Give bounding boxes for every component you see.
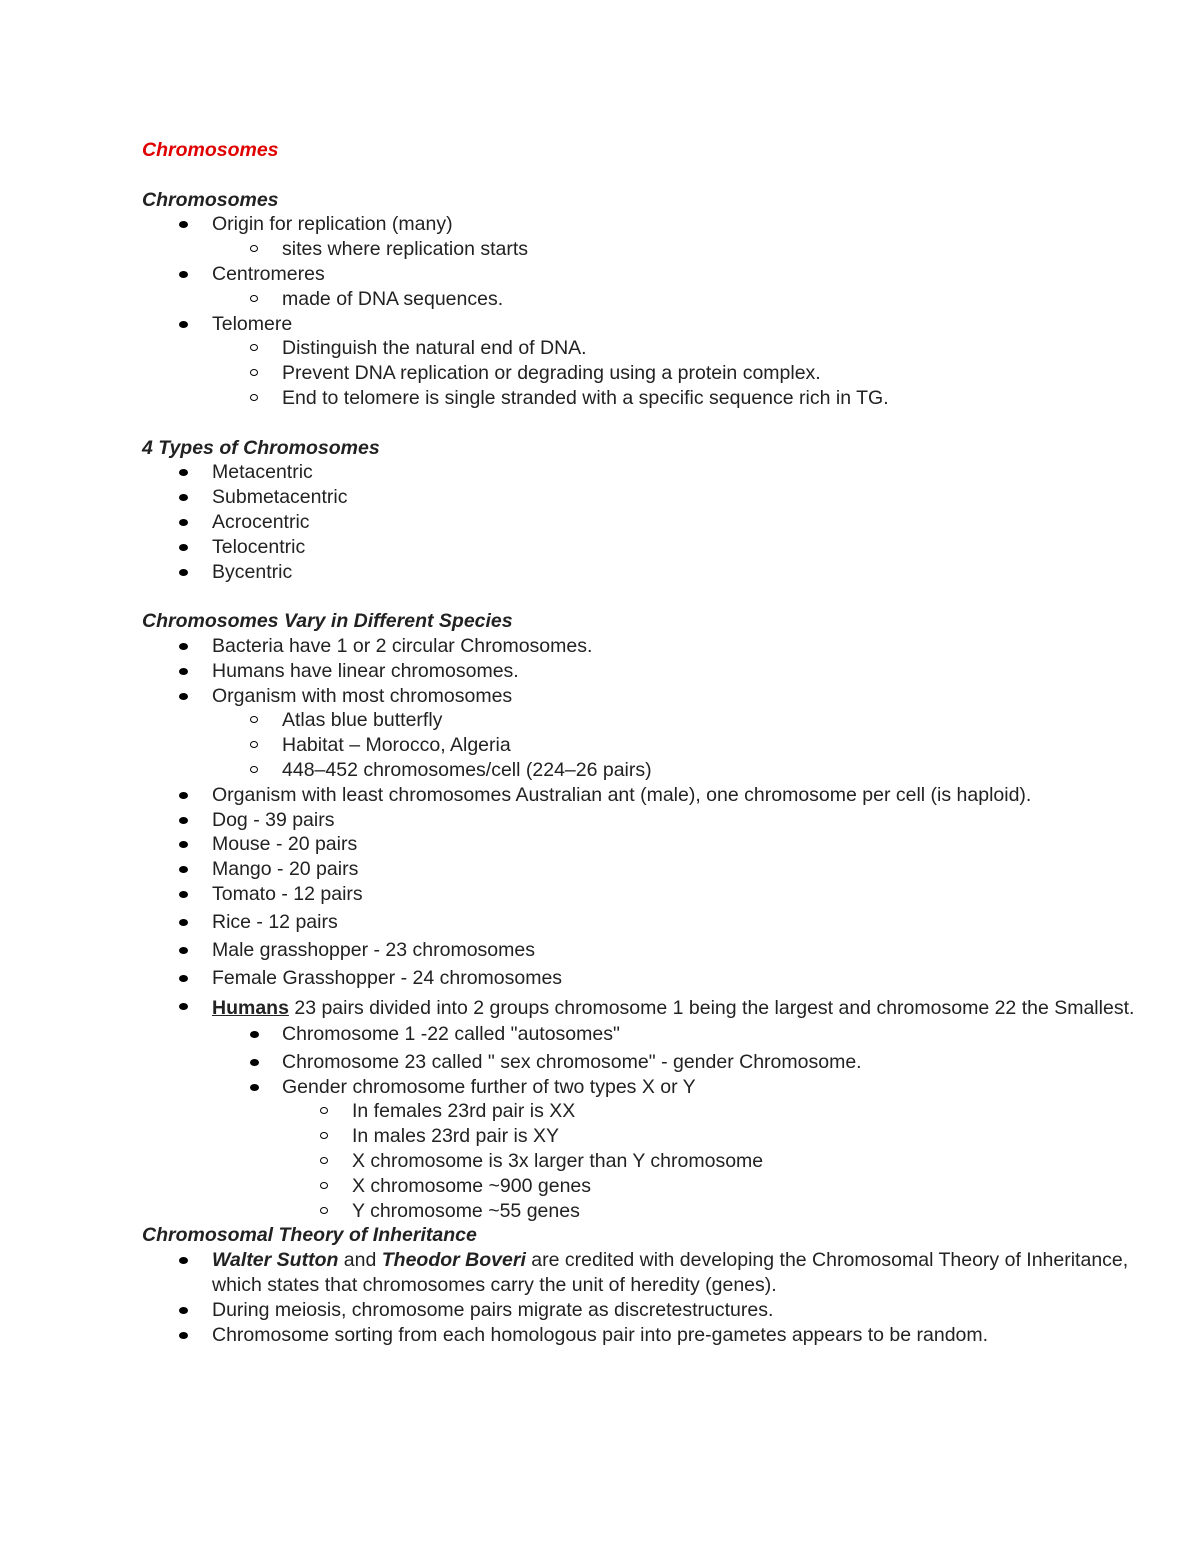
list-item: Mango - 20 pairs — [142, 857, 1142, 882]
list-item: Acrocentric — [142, 510, 1142, 535]
list-item: Organism with most chromosomes — [142, 684, 1142, 709]
bullet-icon — [179, 841, 188, 848]
bullet-icon — [179, 1332, 188, 1339]
list-item: Bycentric — [142, 560, 1142, 585]
circle-bullet-icon — [320, 1182, 328, 1189]
list-item: 448–452 chromosomes/cell (224–26 pairs) — [142, 758, 1142, 783]
circle-bullet-icon — [250, 245, 258, 252]
list-item: Distinguish the natural end of DNA. — [142, 336, 1142, 361]
bullet-icon — [250, 1031, 259, 1038]
list-item: Organism with least chromosomes Australian ant (male), one chromosome per cell (is haploid). — [142, 783, 1142, 808]
bullet-icon — [179, 494, 188, 501]
circle-bullet-icon — [250, 766, 258, 773]
circle-bullet-icon — [320, 1107, 328, 1114]
list-item: Y chromosome ~55 genes — [142, 1199, 1142, 1224]
section-heading-types: 4 Types of Chromosomes — [142, 436, 380, 459]
bullet-icon — [179, 919, 188, 926]
bullet-icon — [179, 693, 188, 700]
document-title: Chromosomes — [142, 139, 279, 161]
list-item: Chromosome sorting from each homologous pair into pre-gametes appears to be random. — [142, 1323, 1142, 1348]
list-item: made of DNA sequences. — [142, 287, 1142, 312]
bullet-icon — [179, 975, 188, 982]
list-item: Telomere — [142, 312, 1142, 337]
circle-bullet-icon — [250, 295, 258, 302]
list-item: X chromosome is 3x larger than Y chromosome — [142, 1149, 1142, 1174]
circle-bullet-icon — [320, 1157, 328, 1164]
list-item: Tomato - 12 pairs — [142, 882, 1142, 907]
bullet-icon — [179, 469, 188, 476]
list-item-humans: Humans 23 pairs divided into 2 groups chromosome 1 being the largest and chromosome 22 the Smallest. — [142, 994, 1142, 1022]
document-page — [142, 138, 1142, 1347]
circle-bullet-icon — [320, 1132, 328, 1139]
bullet-icon — [179, 519, 188, 526]
section-heading-theory: Chromosomal Theory of Inheritance — [142, 1224, 477, 1247]
list-item: Mouse - 20 pairs — [142, 832, 1142, 857]
bullet-icon — [179, 866, 188, 873]
list-item: Female Grasshopper - 24 chromosomes — [142, 966, 1142, 991]
chromosome-structure-list — [142, 212, 1142, 410]
list-item: Telocentric — [142, 535, 1142, 560]
bullet-icon — [179, 792, 188, 799]
section-heading-chromosomes: Chromosomes — [142, 188, 279, 211]
bullet-icon — [179, 321, 188, 328]
bullet-icon — [179, 891, 188, 898]
bullet-icon — [179, 1257, 188, 1264]
bullet-icon — [179, 1307, 188, 1314]
species-list — [142, 634, 1142, 1224]
list-item: Habitat – Morocco, Algeria — [142, 733, 1142, 758]
list-item: Origin for replication (many) — [142, 212, 1142, 237]
bullet-icon — [179, 271, 188, 278]
bullet-icon — [179, 1003, 188, 1010]
list-item: In males 23rd pair is XY — [142, 1124, 1142, 1149]
list-item: Chromosome 1 -22 called "autosomes" — [142, 1022, 1142, 1047]
circle-bullet-icon — [250, 716, 258, 723]
list-item: Prevent DNA replication or degrading using a protein complex. — [142, 361, 1142, 386]
list-item: During meiosis, chromosome pairs migrate as discretestructures. — [142, 1298, 1142, 1323]
list-item: Bacteria have 1 or 2 circular Chromosomes. — [142, 634, 1142, 659]
list-item: Submetacentric — [142, 485, 1142, 510]
list-item: Gender chromosome further of two types X or Y — [142, 1075, 1142, 1100]
section-heading-species: Chromosomes Vary in Different Species — [142, 610, 513, 633]
circle-bullet-icon — [250, 344, 258, 351]
bullet-icon — [179, 668, 188, 675]
circle-bullet-icon — [250, 394, 258, 401]
bullet-icon — [179, 643, 188, 650]
list-item: In females 23rd pair is XX — [142, 1099, 1142, 1124]
theory-list — [142, 1248, 1142, 1347]
bullet-icon — [179, 817, 188, 824]
list-item: Centromeres — [142, 262, 1142, 287]
spacer — [142, 163, 1142, 188]
list-item: X chromosome ~900 genes — [142, 1174, 1142, 1199]
spacer — [142, 584, 1142, 609]
circle-bullet-icon — [250, 369, 258, 376]
list-item: Chromosome 23 called " sex chromosome" - gender Chromosome. — [142, 1050, 1142, 1075]
bullet-icon — [250, 1059, 259, 1066]
bullet-icon — [179, 569, 188, 576]
list-item: Walter Sutton and Theodor Boveri are credited with developing the Chromosomal Theory of Inheritance, which states that chromosomes carry the unit of heredity (genes). — [142, 1248, 1142, 1298]
list-item: Rice - 12 pairs — [142, 910, 1142, 935]
list-item: Metacentric — [142, 460, 1142, 485]
spacer — [142, 411, 1142, 436]
list-item: Atlas blue butterfly — [142, 708, 1142, 733]
bullet-icon — [250, 1084, 259, 1091]
list-item: sites where replication starts — [142, 237, 1142, 262]
chromosome-types-list — [142, 460, 1142, 584]
list-item: Humans have linear chromosomes. — [142, 659, 1142, 684]
circle-bullet-icon — [320, 1207, 328, 1214]
bullet-icon — [179, 221, 188, 228]
list-item: End to telomere is single stranded with a specific sequence rich in TG. — [142, 386, 1142, 411]
circle-bullet-icon — [250, 741, 258, 748]
bullet-icon — [179, 947, 188, 954]
bullet-icon — [179, 544, 188, 551]
list-item: Dog - 39 pairs — [142, 808, 1142, 833]
list-item: Male grasshopper - 23 chromosomes — [142, 938, 1142, 963]
